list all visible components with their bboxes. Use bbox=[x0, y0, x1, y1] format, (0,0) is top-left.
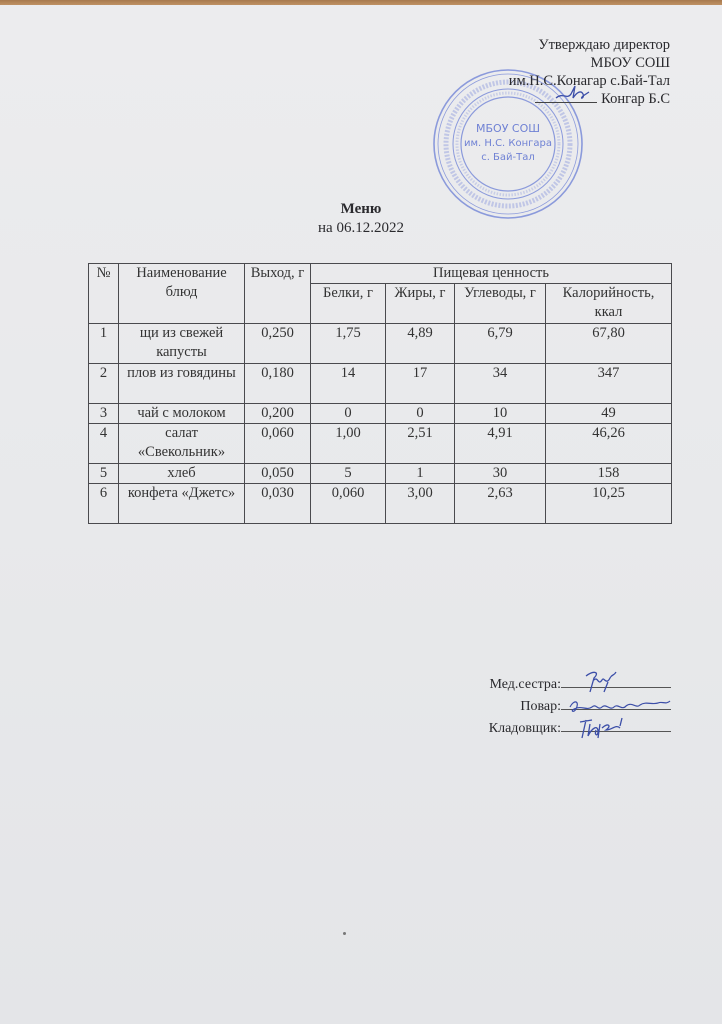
cell-fat: 4,89 bbox=[386, 324, 455, 364]
cell-yield: 0,200 bbox=[245, 404, 311, 424]
cell-carbs: 34 bbox=[455, 364, 546, 404]
menu-table bbox=[88, 263, 672, 524]
cell-name: чай с молоком bbox=[119, 404, 245, 424]
header-calories: Калорийность, ккал bbox=[546, 284, 672, 324]
cell-protein: 5 bbox=[311, 464, 386, 484]
director-name: Конгар Б.С bbox=[601, 91, 670, 107]
table-row bbox=[89, 324, 672, 364]
cell-fat: 0 bbox=[386, 404, 455, 424]
cell-name: конфета «Джетс» bbox=[119, 484, 245, 524]
header-num: № bbox=[89, 264, 119, 324]
cell-fat: 2,51 bbox=[386, 424, 455, 464]
cell-fat: 1 bbox=[386, 464, 455, 484]
cell-name: плов из говядины bbox=[119, 364, 245, 404]
storekeeper-label: Кладовщик: bbox=[488, 721, 561, 736]
cell-carbs: 4,91 bbox=[455, 424, 546, 464]
header-carbs: Углеводы, г bbox=[455, 284, 546, 324]
cell-calories: 67,80 bbox=[546, 324, 672, 364]
cell-calories: 10,25 bbox=[546, 484, 672, 524]
cell-calories: 158 bbox=[546, 464, 672, 484]
stamp-text-line: МБОУ СОШ bbox=[476, 122, 540, 135]
cell-name: хлеб bbox=[119, 464, 245, 484]
table-row bbox=[89, 464, 672, 484]
director-signature bbox=[553, 82, 593, 104]
cell-carbs: 2,63 bbox=[455, 484, 546, 524]
cell-num: 5 bbox=[89, 464, 119, 484]
menu-heading: Меню bbox=[340, 201, 382, 217]
stamp-text-line: с. Бай-Тал bbox=[481, 152, 535, 163]
approval-line: Утверждаю директор bbox=[538, 37, 670, 53]
cell-yield: 0,060 bbox=[245, 424, 311, 464]
storekeeper-signature bbox=[576, 716, 646, 742]
cell-calories: 347 bbox=[546, 364, 672, 404]
approval-line: МБОУ СОШ bbox=[590, 55, 670, 71]
cell-num: 2 bbox=[89, 364, 119, 404]
cell-yield: 0,030 bbox=[245, 484, 311, 524]
cook-signature bbox=[566, 697, 676, 717]
header-nutrition: Пищевая ценность bbox=[311, 264, 672, 284]
nurse-signature bbox=[580, 668, 630, 694]
cell-protein: 14 bbox=[311, 364, 386, 404]
document-title bbox=[0, 200, 722, 238]
cell-protein: 0,060 bbox=[311, 484, 386, 524]
cook-label: Повар: bbox=[520, 699, 561, 714]
cell-protein: 1,00 bbox=[311, 424, 386, 464]
header-name: Наименование блюд bbox=[119, 264, 245, 324]
paper-speck bbox=[343, 932, 346, 935]
cell-calories: 46,26 bbox=[546, 424, 672, 464]
table-row bbox=[89, 484, 672, 524]
cell-protein: 0 bbox=[311, 404, 386, 424]
cell-fat: 3,00 bbox=[386, 484, 455, 524]
cell-num: 4 bbox=[89, 424, 119, 464]
table-row bbox=[89, 424, 672, 464]
table-row bbox=[89, 404, 672, 424]
cell-protein: 1,75 bbox=[311, 324, 386, 364]
cell-carbs: 6,79 bbox=[455, 324, 546, 364]
cell-calories: 49 bbox=[546, 404, 672, 424]
cell-carbs: 30 bbox=[455, 464, 546, 484]
stamp-text-line: им. Н.С. Конгара bbox=[463, 138, 553, 149]
cell-num: 1 bbox=[89, 324, 119, 364]
approval-line: им.Н.С.Конагар с.Бай-Тал bbox=[508, 73, 670, 89]
cell-fat: 17 bbox=[386, 364, 455, 404]
header-fat: Жиры, г bbox=[386, 284, 455, 324]
menu-date: на 06.12.2022 bbox=[318, 220, 404, 236]
nurse-label: Мед.сестра: bbox=[489, 677, 561, 692]
cell-carbs: 10 bbox=[455, 404, 546, 424]
header-yield: Выход, г bbox=[245, 264, 311, 324]
cell-num: 3 bbox=[89, 404, 119, 424]
cell-yield: 0,250 bbox=[245, 324, 311, 364]
cell-yield: 0,050 bbox=[245, 464, 311, 484]
cell-name: щи из свежей капусты bbox=[119, 324, 245, 364]
cell-name: салат «Свекольник» bbox=[119, 424, 245, 464]
table-row bbox=[89, 364, 672, 404]
cell-num: 6 bbox=[89, 484, 119, 524]
header-protein: Белки, г bbox=[311, 284, 386, 324]
cell-yield: 0,180 bbox=[245, 364, 311, 404]
